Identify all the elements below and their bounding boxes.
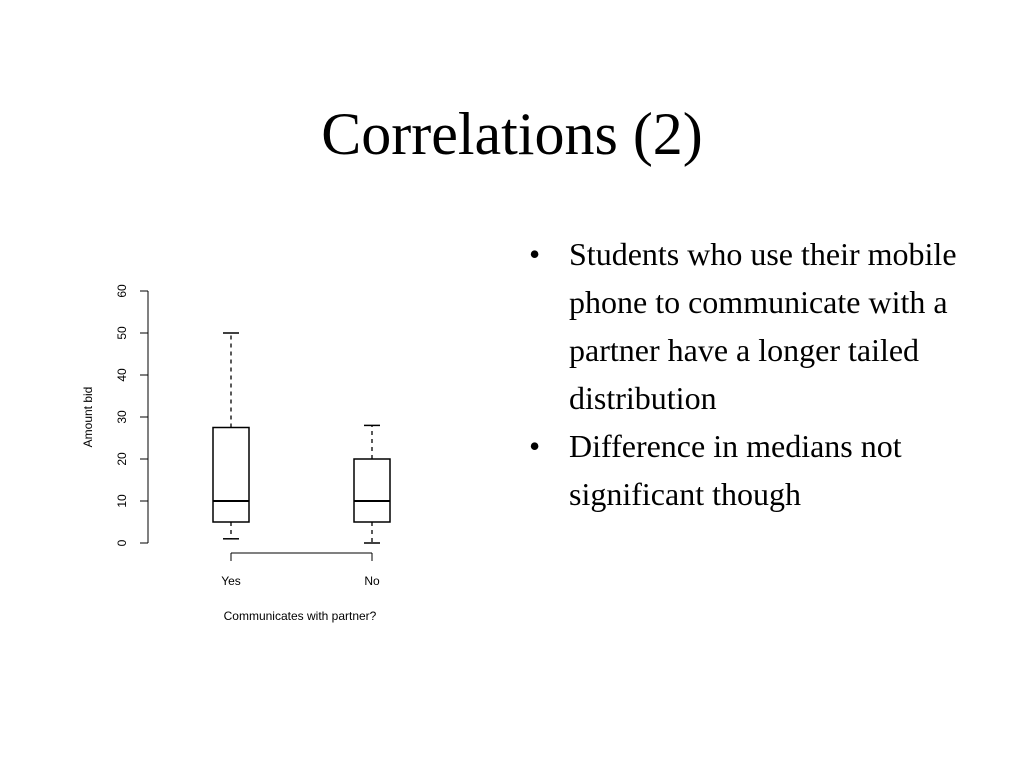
bullet-text: Students who use their mobile phone to communicate with a partner have a longer tailed distribution <box>569 236 957 416</box>
bullet-item <box>526 422 966 518</box>
iqr-box <box>354 459 390 522</box>
y-tick-label: 50 <box>115 326 129 340</box>
bullet-text: Difference in medians not significant though <box>569 428 902 512</box>
boxes <box>213 333 390 543</box>
bullet-item <box>526 230 966 422</box>
y-axis <box>115 284 148 546</box>
iqr-box <box>213 428 249 523</box>
y-tick-label: 20 <box>115 452 129 466</box>
bullet-marker: • <box>529 236 541 272</box>
y-tick-label: 60 <box>115 284 129 298</box>
boxplot-chart <box>60 270 420 640</box>
x-axis-label: Communicates with partner? <box>223 609 377 623</box>
y-axis-label: Amount bid <box>81 386 95 448</box>
bullet-list <box>526 230 966 518</box>
y-tick-label: 0 <box>115 539 129 547</box>
bullet-marker: • <box>529 428 541 464</box>
x-axis <box>221 553 380 588</box>
slide-title: Correlations (2) <box>321 101 703 167</box>
y-tick-label: 10 <box>115 494 129 508</box>
box-yes <box>213 333 249 539</box>
box-no <box>354 425 390 543</box>
x-tick-label: Yes <box>221 574 241 588</box>
x-tick-label: No <box>364 574 380 588</box>
y-tick-label: 30 <box>115 410 129 424</box>
y-tick-label: 40 <box>115 368 129 382</box>
